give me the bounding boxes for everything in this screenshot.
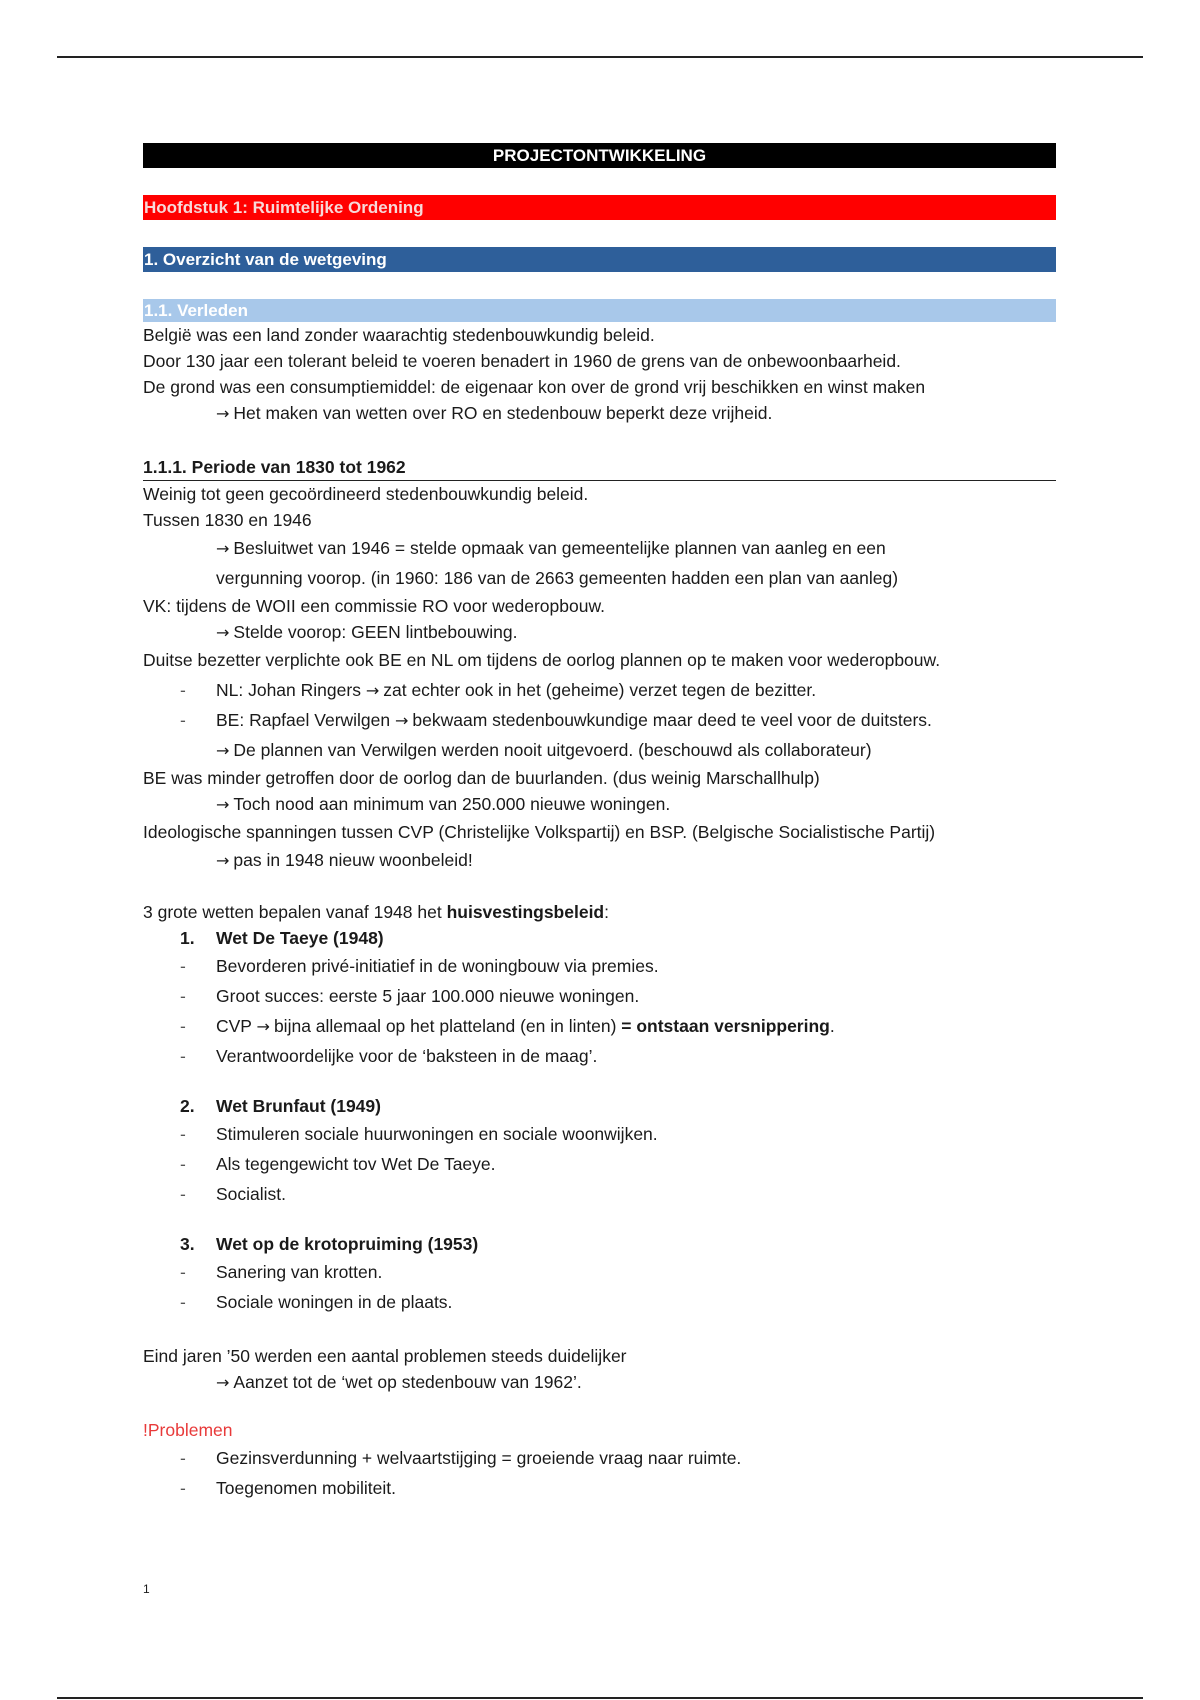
list-item: [143, 1149, 1056, 1179]
intro-line: De grond was een consumptiemiddel: de eigenaar kon over de grond vrij beschikken en winst maken: [143, 377, 926, 397]
law-heading: [143, 1231, 1056, 1257]
intro-line: België was een land zonder waarachtig stedenbouwkundig beleid.: [143, 325, 655, 345]
arrow-text: Besluitwet van 1946 = stelde opmaak van gemeentelijke plannen van aanleg en een: [233, 538, 886, 558]
subsection-heading: 1.1. Verleden: [143, 299, 1056, 322]
list-item-text: Bevorderen privé-initiatief in de woningbouw via premies.: [216, 956, 659, 976]
bold-term: huisvestingsbeleid: [446, 902, 605, 922]
arrow-icon: →: [216, 741, 230, 760]
list-item-text: NL: Johan Ringers → zat echter ook in het (geheime) verzet tegen de bezitter.: [216, 680, 817, 700]
arrow-icon: →: [395, 711, 409, 730]
problems-heading: !Problemen: [143, 1420, 233, 1440]
list-item: [143, 1041, 1056, 1071]
list-number: 1.: [180, 928, 195, 948]
spacer: [143, 1209, 1056, 1231]
paragraph-line: VK: tijdens de WOII een commissie RO voor wederopbouw.: [143, 596, 606, 616]
arrow-line: [143, 619, 1056, 645]
dash-bullet: -: [180, 1046, 186, 1066]
list-item-text: Sociale woningen in de plaats.: [216, 1292, 453, 1312]
period-heading: 1.1.1. Periode van 1830 tot 1962: [143, 454, 1056, 481]
dash-bullet: -: [180, 956, 186, 976]
continuation-line: vergunning voorop. (in 1960: 186 van de 2663 gemeenten hadden een plan van aanleg): [216, 568, 899, 588]
list-item: [143, 951, 1056, 981]
list-item-text: Als tegengewicht tov Wet De Taeye.: [216, 1154, 496, 1174]
list-item: [143, 1179, 1056, 1209]
dash-bullet: -: [180, 1124, 186, 1144]
arrow-icon: →: [216, 795, 230, 814]
dash-bullet: -: [180, 680, 186, 700]
page-number: 1: [143, 1582, 150, 1596]
document-title: PROJECTONTWIKKELING: [143, 143, 1056, 168]
spacer: [143, 1395, 1056, 1417]
list-number: 3.: [180, 1234, 195, 1254]
section-heading: 1. Overzicht van de wetgeving: [143, 247, 1056, 272]
list-item-text: Groot succes: eerste 5 jaar 100.000 nieuwe woningen.: [216, 986, 640, 1006]
arrow-text: De plannen van Verwilgen werden nooit uitgevoerd. (beschouwd als collaborateur): [233, 740, 872, 760]
paragraph-line: Weinig tot geen gecoördineerd stedenbouwkundig beleid.: [143, 484, 589, 504]
list-item: [143, 1287, 1056, 1317]
law-heading: [143, 925, 1056, 951]
arrow-text: Het maken van wetten over RO en stedenbouw beperkt deze vrijheid.: [233, 403, 773, 423]
arrow-text: pas in 1948 nieuw woonbeleid!: [233, 850, 473, 870]
list-item-text: Socialist.: [216, 1184, 287, 1204]
list-item-text: BE: Rapfael Verwilgen → bekwaam stedenbouwkundige maar deed te veel voor de duitsters.: [216, 710, 932, 730]
top-rule: [57, 56, 1143, 58]
list-item-text: Gezinsverdunning + welvaartstijging = groeiende vraag naar ruimte.: [216, 1448, 742, 1468]
dash-bullet: -: [180, 1154, 186, 1174]
law-title: Wet De Taeye (1948): [216, 928, 384, 948]
law-title: Wet Brunfaut (1949): [216, 1096, 381, 1116]
spacer: [143, 873, 1056, 899]
law-heading: [143, 1093, 1056, 1119]
arrow-line: [143, 1369, 1056, 1395]
list-item-text: Stimuleren sociale huurwoningen en sociale woonwijken.: [216, 1124, 658, 1144]
list-item: [143, 705, 1056, 735]
arrow-line: [143, 791, 1056, 817]
dash-bullet: -: [180, 1184, 186, 1204]
dash-bullet: -: [180, 710, 186, 730]
list-item: [143, 1011, 1056, 1041]
dash-bullet: -: [180, 1016, 186, 1036]
list-number: 2.: [180, 1096, 195, 1116]
list-item-text: Toegenomen mobiliteit.: [216, 1478, 396, 1498]
arrow-line: [143, 847, 1056, 873]
arrow-line: [143, 400, 1056, 426]
document-body: [143, 143, 1056, 1503]
paragraph-line: Ideologische spanningen tussen CVP (Christelijke Volkspartij) en BSP. (Belgische Socialistische Partij): [143, 822, 936, 842]
bottom-rule: [57, 1697, 1143, 1699]
bold-term: = ontstaan versnippering: [621, 1016, 830, 1036]
spacer: [143, 1317, 1056, 1343]
arrow-icon: →: [216, 404, 230, 423]
paragraph-line: Eind jaren ’50 werden een aantal problemen steeds duidelijker: [143, 1346, 627, 1366]
intro-line: Door 130 jaar een tolerant beleid te voeren benadert in 1960 de grens van de onbewoonbaarheid.: [143, 351, 901, 371]
arrow-icon: →: [216, 623, 230, 642]
arrow-line: [143, 533, 1056, 563]
arrow-line: [143, 735, 1056, 765]
list-item-text: Verantwoordelijke voor de ‘baksteen in de maag’.: [216, 1046, 598, 1066]
list-item-text: Sanering van krotten.: [216, 1262, 383, 1282]
list-item: [143, 1473, 1056, 1503]
dash-bullet: -: [180, 1292, 186, 1312]
list-item: [143, 675, 1056, 705]
dash-bullet: -: [180, 1448, 186, 1468]
list-item: [143, 1443, 1056, 1473]
arrow-icon: →: [216, 851, 230, 870]
arrow-icon: →: [365, 681, 380, 700]
list-item-text: CVP → bijna allemaal op het platteland (en in linten) = ontstaan versnippering.: [216, 1016, 835, 1036]
paragraph-line: Duitse bezetter verplichte ook BE en NL om tijdens de oorlog plannen op te maken voor wederopbouw.: [143, 650, 941, 670]
law-title: Wet op de krotopruiming (1953): [216, 1234, 479, 1254]
list-item: [143, 1119, 1056, 1149]
list-item: [143, 981, 1056, 1011]
arrow-text: Aanzet tot de ‘wet op stedenbouw van 1962’.: [233, 1372, 582, 1392]
arrow-text: Toch nood aan minimum van 250.000 nieuwe woningen.: [233, 794, 671, 814]
arrow-icon: →: [256, 1017, 270, 1036]
arrow-icon: →: [216, 539, 230, 558]
paragraph-line: Tussen 1830 en 1946: [143, 510, 312, 530]
arrow-icon: →: [216, 1373, 230, 1392]
chapter-heading: Hoofdstuk 1: Ruimtelijke Ordening: [143, 195, 1056, 220]
paragraph-line: BE was minder getroffen door de oorlog dan de buurlanden. (dus weinig Marschallhulp): [143, 768, 820, 788]
dash-bullet: -: [180, 1262, 186, 1282]
arrow-text: Stelde voorop: GEEN lintbebouwing.: [233, 622, 518, 642]
laws-intro: 3 grote wetten bepalen vanaf 1948 het huisvestingsbeleid:: [143, 902, 609, 922]
list-item: [143, 1257, 1056, 1287]
dash-bullet: -: [180, 1478, 186, 1498]
spacer: [143, 1071, 1056, 1093]
dash-bullet: -: [180, 986, 186, 1006]
